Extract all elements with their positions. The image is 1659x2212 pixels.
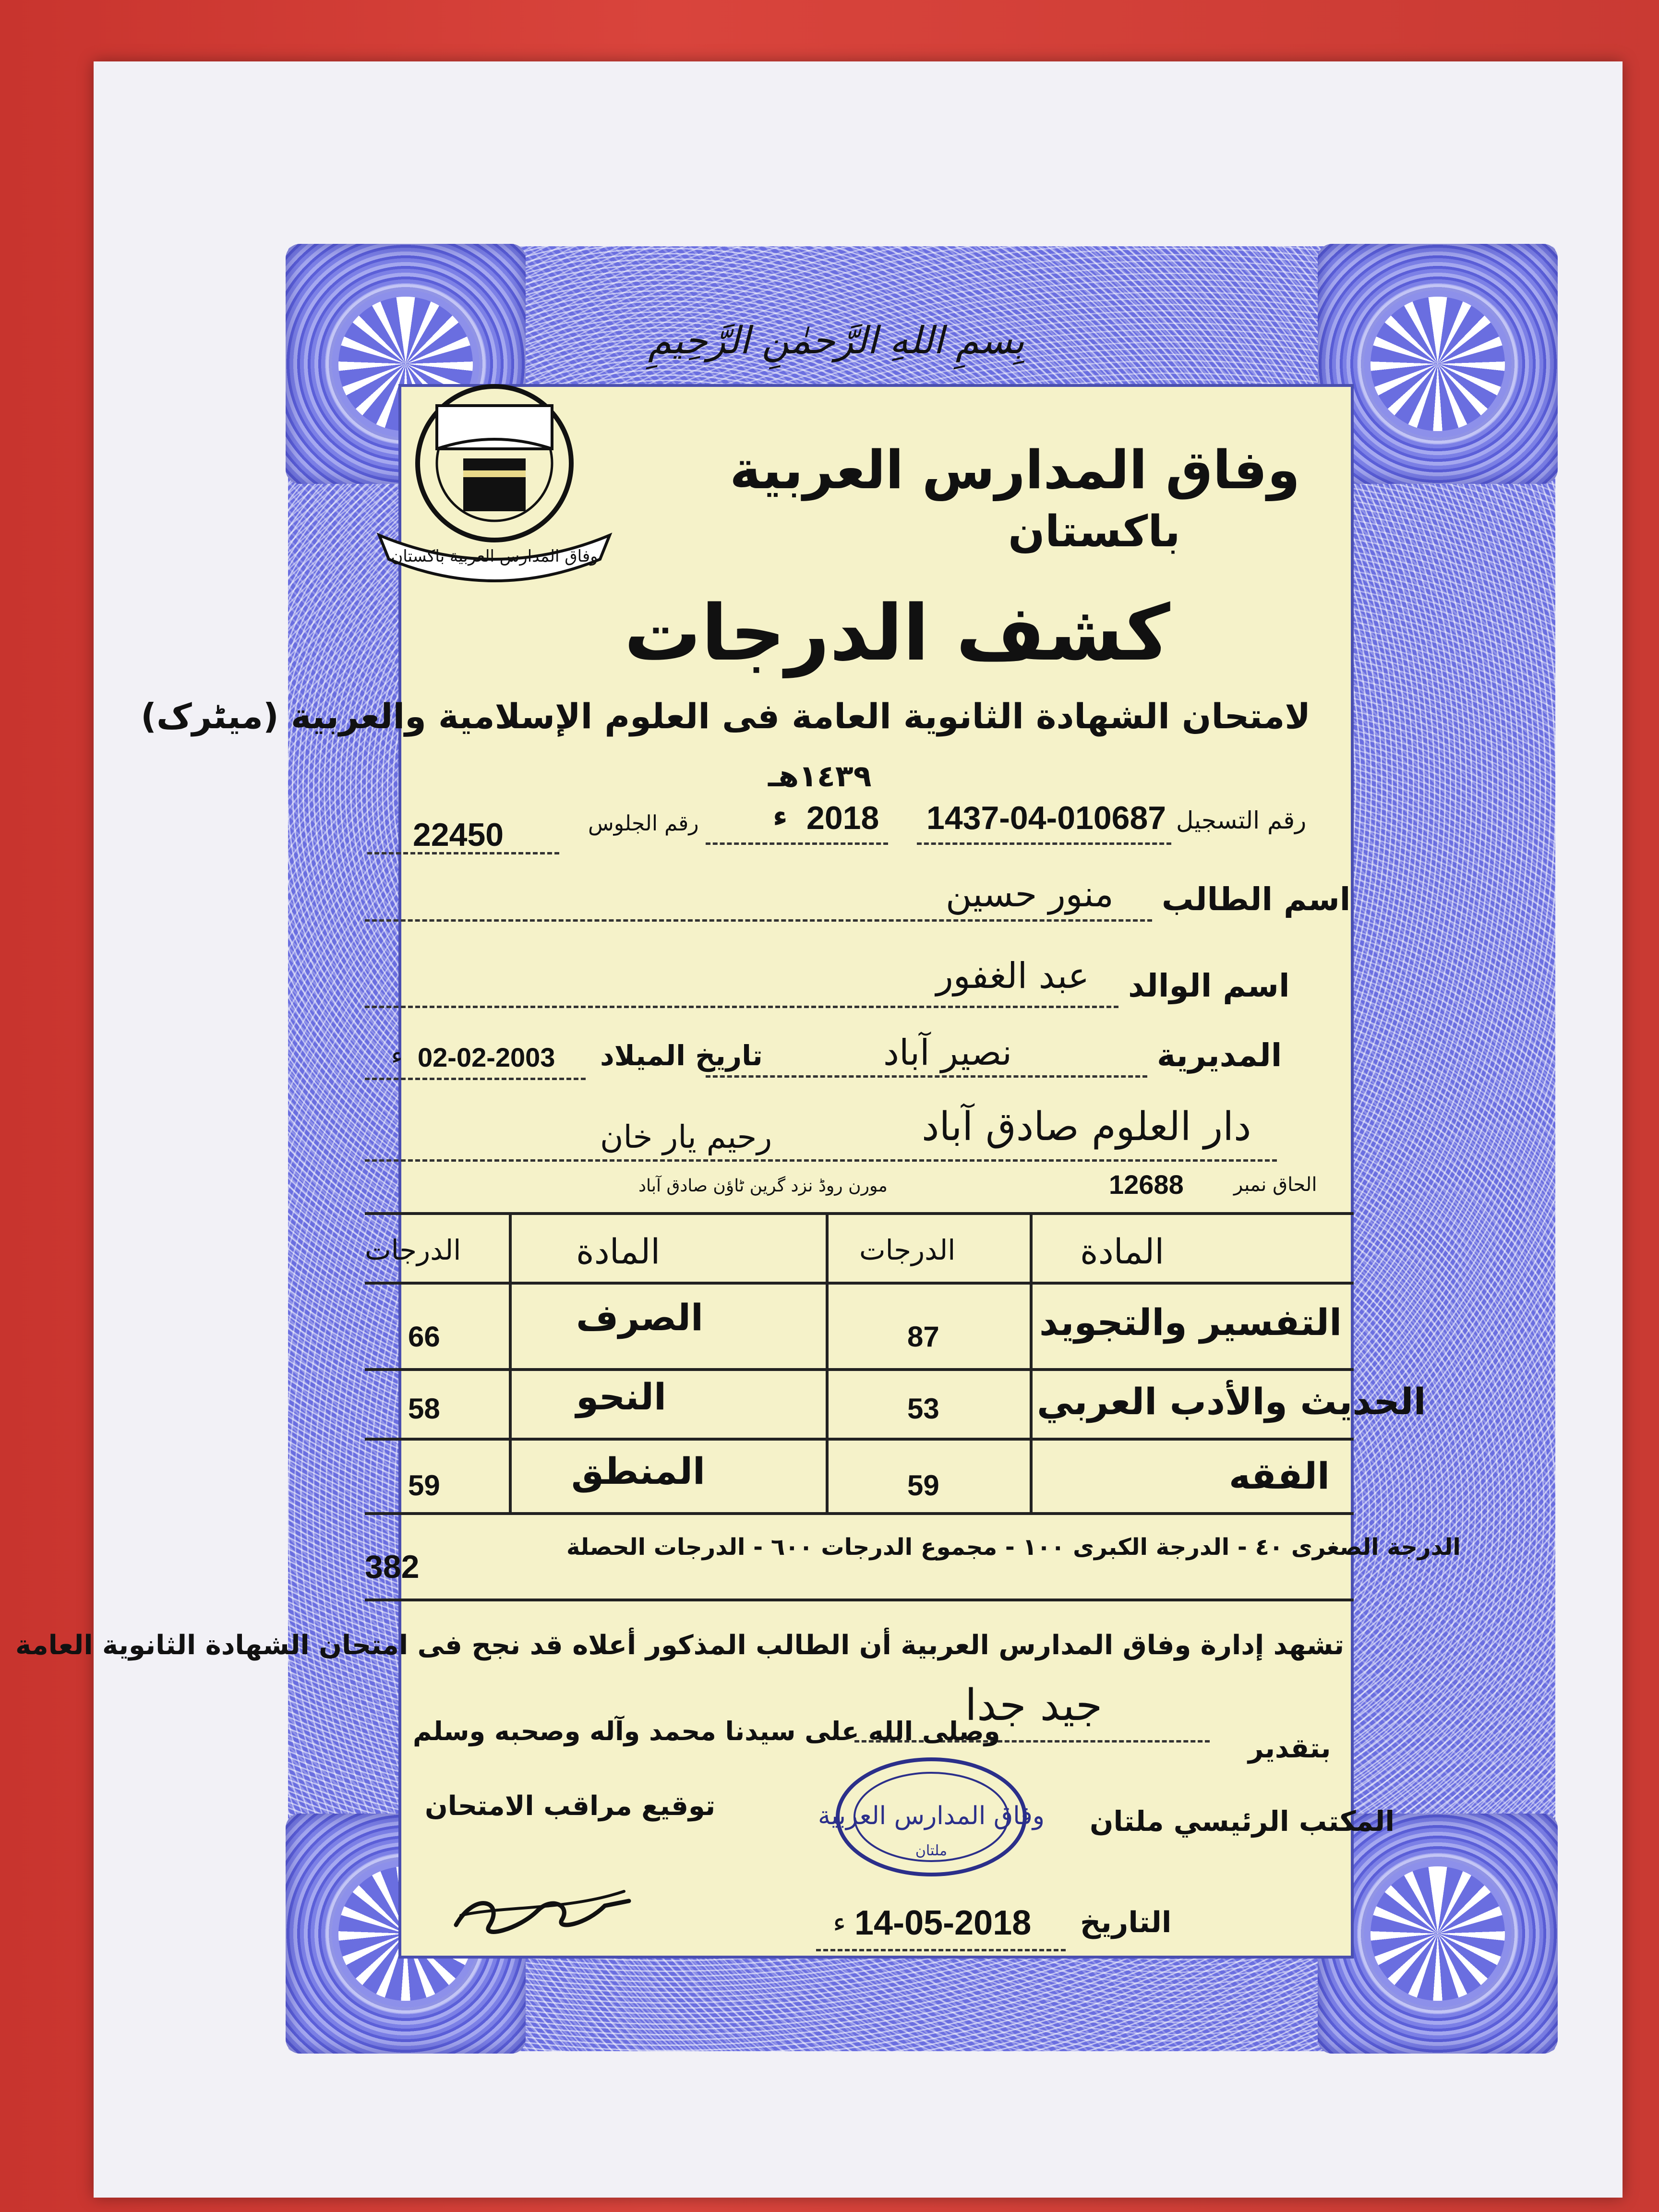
affiliation-label: الحاق نمبر [1234,1174,1317,1196]
table-row-grade: 59 [408,1469,440,1502]
school-city: رحيم يار خان [600,1118,772,1155]
year-hijri: ١٤٣٩هـ [768,758,872,793]
bismillah: بِسمِ اللهِ الرَّحمٰنِ الرَّحِيمِ [648,319,1024,362]
table-row-subject: الفقه [1229,1455,1330,1497]
grade-header-left: الدرجات [365,1234,461,1266]
seal-text: وفاق المدارس العربية [817,1802,1045,1830]
district-label: المديرية [1157,1037,1282,1074]
official-seal-icon [817,1752,1045,1882]
year-suffix: ء [773,799,788,833]
school-address: مورن روڈ نزد گرین ٹاؤن صادق آباد [638,1176,888,1196]
dob-label: تاريخ الميلاد [600,1039,763,1072]
roll-label: رقم الجلوس [588,811,699,836]
table-row-grade: 53 [907,1393,939,1425]
issue-date-suffix: ء [833,1906,846,1938]
student-name: منور حسين [946,874,1114,915]
table-row-subject: المنطق [571,1450,706,1492]
dob-suffix: ء [391,1042,403,1070]
corner-rosette-top-right [1318,244,1558,484]
seal-city: ملتان [915,1842,948,1859]
date-label: التاريخ [1080,1906,1172,1939]
corner-rosette-bottom-right [1318,1814,1558,2054]
father-name-label: اسم الوالد [1128,967,1290,1004]
supervisor-signature-icon [446,1872,638,1949]
year-gregorian: 2018 [806,800,879,836]
subject-header-left: المادة [576,1231,661,1272]
student-name-label: اسم الطالب [1162,881,1351,918]
table-row-grade: 59 [907,1469,939,1502]
overall-grade: جيد جدا [965,1680,1103,1731]
table-row-subject: النحو [576,1375,667,1418]
date-of-birth: 02-02-2003 [418,1042,555,1072]
total-obtained: 382 [365,1549,420,1585]
totals-line: الدرجة الصغرى ٤٠ - الدرجة الكبرى ١٠٠ - مجموع الدرجات ٦٠٠ - الدرجات الحصلة [566,1534,1461,1561]
table-row-subject: الصرف [576,1296,704,1339]
table-row-subject: الحديث والأدب العربي [1037,1380,1426,1423]
head-office-label: المكتب الرئيسي ملتان [1090,1805,1395,1838]
exam-title: لامتحان الشهادة الثانوية العامة فى العلوم الإسلامية والعربية (ميٹرک) [141,696,1310,736]
registration-label: رقم التسجيل [1176,806,1307,834]
affiliation-number: 12688 [1109,1169,1184,1200]
grade-label: بتقدير [1248,1733,1331,1764]
supervisor-signature-label: توقيع مراقب الامتحان [425,1791,716,1822]
org-name: وفاق المدارس العربية [730,439,1300,501]
table-row-grade: 58 [408,1393,440,1425]
issue-date: 14-05-2018 [854,1904,1032,1942]
document-title: كشف الدرجات [624,588,1170,678]
registration-number: 1437-04-010687 [926,800,1166,836]
table-row-grade: 87 [907,1321,939,1353]
school-name: دار العلوم صادق آباد [922,1104,1251,1150]
org-emblem-icon [365,377,624,583]
table-row-grade: 66 [408,1321,440,1353]
district-name: نصير آباد [883,1032,1012,1073]
salawat-text: وصلى الله على سيدنا محمد وآله وصحبه وسلم [413,1716,1000,1746]
country-name: باكستان [1008,506,1180,557]
grade-header-right: الدرجات [859,1234,956,1266]
emblem-ribbon-text: وفاق المدارس العربية باكستان [391,547,598,566]
father-name: عبد الغفور [936,955,1090,997]
roll-number: 22450 [413,817,504,853]
subject-header-right: المادة [1080,1231,1165,1272]
table-row-subject: التفسير والتجويد [1039,1301,1342,1344]
certification-text: تشهد إدارة وفاق المدارس العربية أن الطالب المذكور أعلاه قد نجح فى امتحان الشهادة الثانوية العامة [15,1630,1344,1661]
